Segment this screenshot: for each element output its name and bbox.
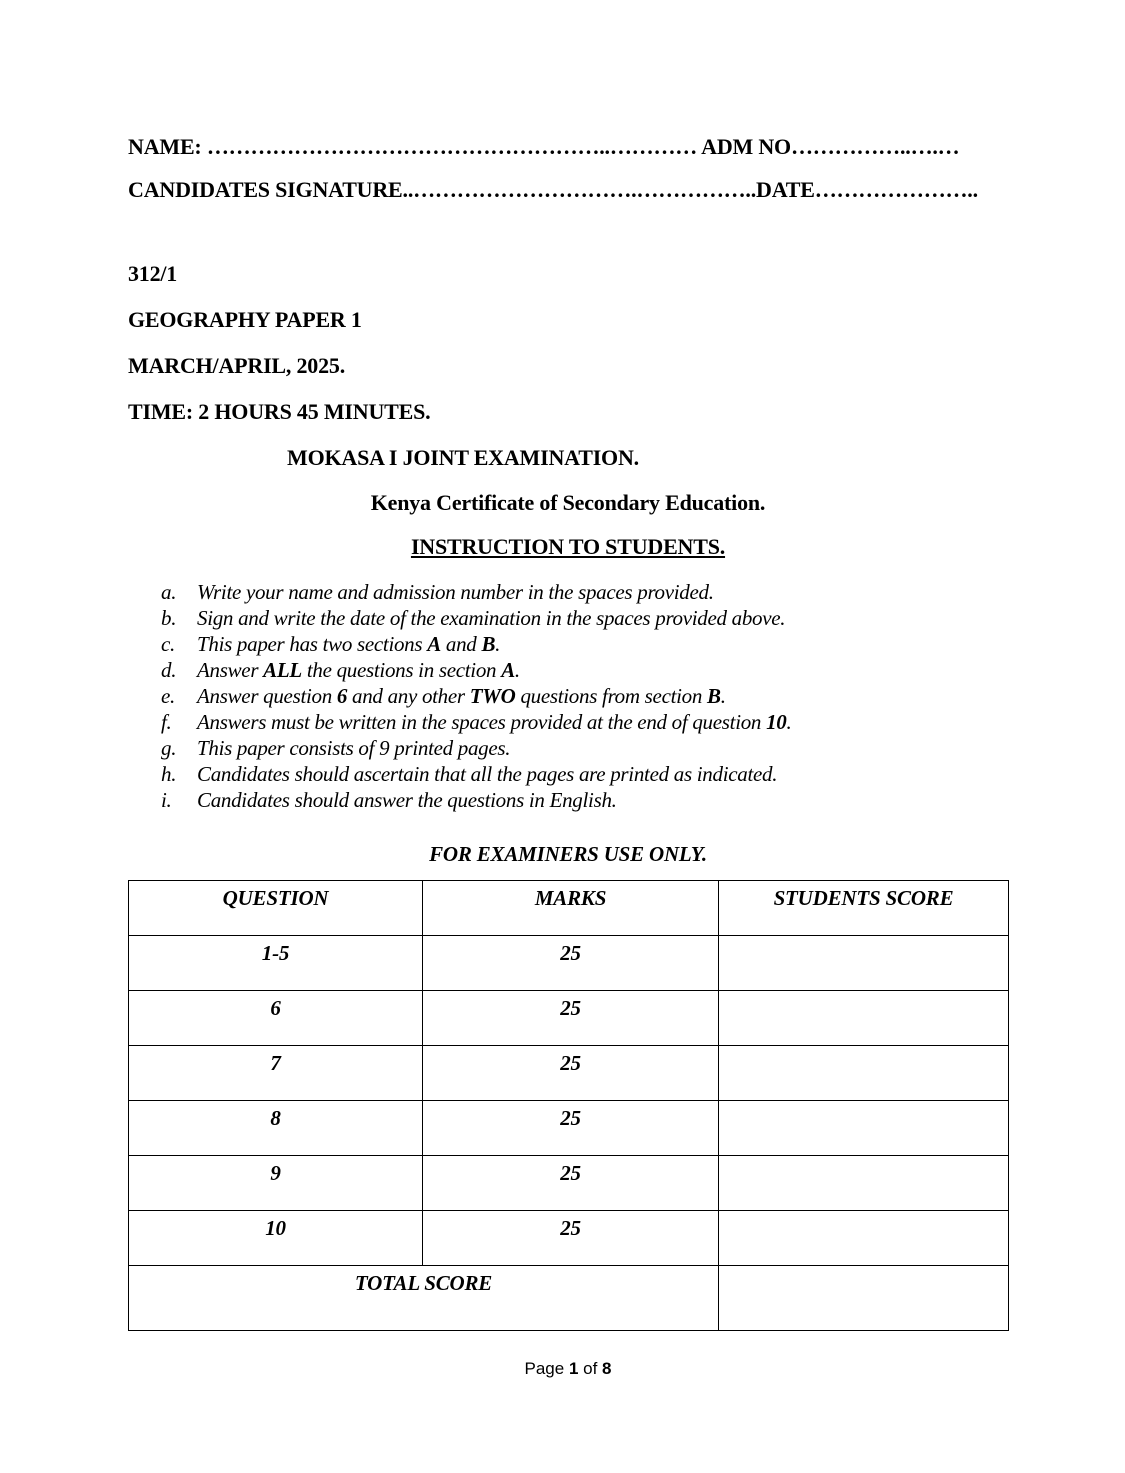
students-score-cell bbox=[719, 1211, 1009, 1266]
instruction-item bbox=[161, 787, 1008, 813]
instruction-item bbox=[161, 683, 1008, 709]
footer-of-word: of bbox=[578, 1359, 603, 1378]
examiners-use-heading: FOR EXAMINERS USE ONLY. bbox=[429, 842, 707, 866]
table-header-cell: MARKS bbox=[423, 881, 719, 936]
instruction-text: Candidates should ascertain that all the pages are printed as indicated. bbox=[197, 762, 778, 786]
paper-code: 312/1 bbox=[128, 261, 178, 286]
marks-cell: 25 bbox=[423, 1211, 719, 1266]
marks-cell: 25 bbox=[423, 936, 719, 991]
question-cell: 10 bbox=[129, 1211, 423, 1266]
examiners-score-table bbox=[128, 880, 1009, 1331]
footer-page-number: 1 bbox=[568, 1359, 579, 1378]
students-score-cell bbox=[719, 936, 1009, 991]
instruction-letter: c. bbox=[161, 632, 175, 656]
instruction-text: Write your name and admission number in the spaces provided. bbox=[197, 580, 714, 604]
instruction-text: Sign and write the date of the examination in the spaces provided above. bbox=[197, 606, 786, 630]
paper-time: TIME: 2 HOURS 45 MINUTES. bbox=[128, 399, 431, 424]
certificate-heading: Kenya Certificate of Secondary Education. bbox=[370, 490, 766, 515]
instruction-letter: b. bbox=[161, 606, 177, 630]
instruction-text: Candidates should answer the questions in English. bbox=[197, 788, 617, 812]
instruction-text: This paper has two sections A and B. bbox=[197, 632, 501, 656]
marks-cell: 25 bbox=[423, 1101, 719, 1156]
instructions-heading: INSTRUCTION TO STUDENTS. bbox=[410, 534, 726, 559]
marks-cell: 25 bbox=[423, 1156, 719, 1211]
question-cell: 1-5 bbox=[129, 936, 423, 991]
total-score-label-cell: TOTAL SCORE bbox=[129, 1266, 719, 1331]
signature-date-fill-line: CANDIDATES SIGNATURE..………………………….……………..DATE………………….. bbox=[128, 177, 978, 202]
table-header-row bbox=[129, 881, 1009, 936]
table-row bbox=[129, 1101, 1009, 1156]
students-score-cell bbox=[719, 1156, 1009, 1211]
instruction-item bbox=[161, 579, 1008, 605]
name-fill-line: NAME: ………………………………………………..………… ADM NO……………..….… bbox=[128, 134, 960, 159]
instruction-letter: h. bbox=[161, 762, 177, 786]
question-cell: 7 bbox=[129, 1046, 423, 1101]
students-score-cell bbox=[719, 1101, 1009, 1156]
exam-name-heading: MOKASA I JOINT EXAMINATION. bbox=[287, 445, 639, 470]
instruction-text: This paper consists of 9 printed pages. bbox=[197, 736, 511, 760]
instruction-letter: a. bbox=[161, 580, 177, 604]
paper-title: GEOGRAPHY PAPER 1 bbox=[128, 307, 362, 332]
table-header-cell: QUESTION bbox=[129, 881, 423, 936]
students-score-cell bbox=[719, 991, 1009, 1046]
total-score-row bbox=[129, 1266, 1009, 1331]
table-row bbox=[129, 991, 1009, 1046]
page-footer bbox=[128, 1359, 1008, 1379]
marks-cell: 25 bbox=[423, 1046, 719, 1101]
paper-info-block bbox=[128, 262, 1008, 423]
instruction-letter: i. bbox=[161, 788, 172, 812]
table-header-cell: STUDENTS SCORE bbox=[719, 881, 1009, 936]
table-row bbox=[129, 1211, 1009, 1266]
instruction-text: Answer question 6 and any other TWO questions from section B. bbox=[197, 684, 726, 708]
marks-cell: 25 bbox=[423, 991, 719, 1046]
students-score-cell bbox=[719, 1046, 1009, 1101]
instruction-item bbox=[161, 709, 1008, 735]
paper-session: MARCH/APRIL, 2025. bbox=[128, 353, 346, 378]
instruction-letter: d. bbox=[161, 658, 177, 682]
candidate-details-block bbox=[128, 135, 1008, 201]
instruction-item bbox=[161, 631, 1008, 657]
instruction-text: Answer ALL the questions in section A. bbox=[197, 658, 520, 682]
instruction-letter: e. bbox=[161, 684, 175, 708]
footer-total-pages: 8 bbox=[602, 1359, 612, 1378]
table-row bbox=[129, 1156, 1009, 1211]
instruction-letter: f. bbox=[161, 710, 172, 734]
instruction-letter: g. bbox=[161, 736, 177, 760]
instruction-item bbox=[161, 761, 1008, 787]
question-cell: 9 bbox=[129, 1156, 423, 1211]
question-cell: 6 bbox=[129, 991, 423, 1046]
instructions-list bbox=[161, 579, 1008, 813]
table-row bbox=[129, 1046, 1009, 1101]
instruction-item bbox=[161, 735, 1008, 761]
total-score-value-cell bbox=[719, 1266, 1009, 1331]
instruction-item bbox=[161, 605, 1008, 631]
footer-page-word: Page bbox=[524, 1359, 569, 1378]
instruction-item bbox=[161, 657, 1008, 683]
table-row bbox=[129, 936, 1009, 991]
instruction-text: Answers must be written in the spaces provided at the end of question 10. bbox=[197, 710, 792, 734]
question-cell: 8 bbox=[129, 1101, 423, 1156]
